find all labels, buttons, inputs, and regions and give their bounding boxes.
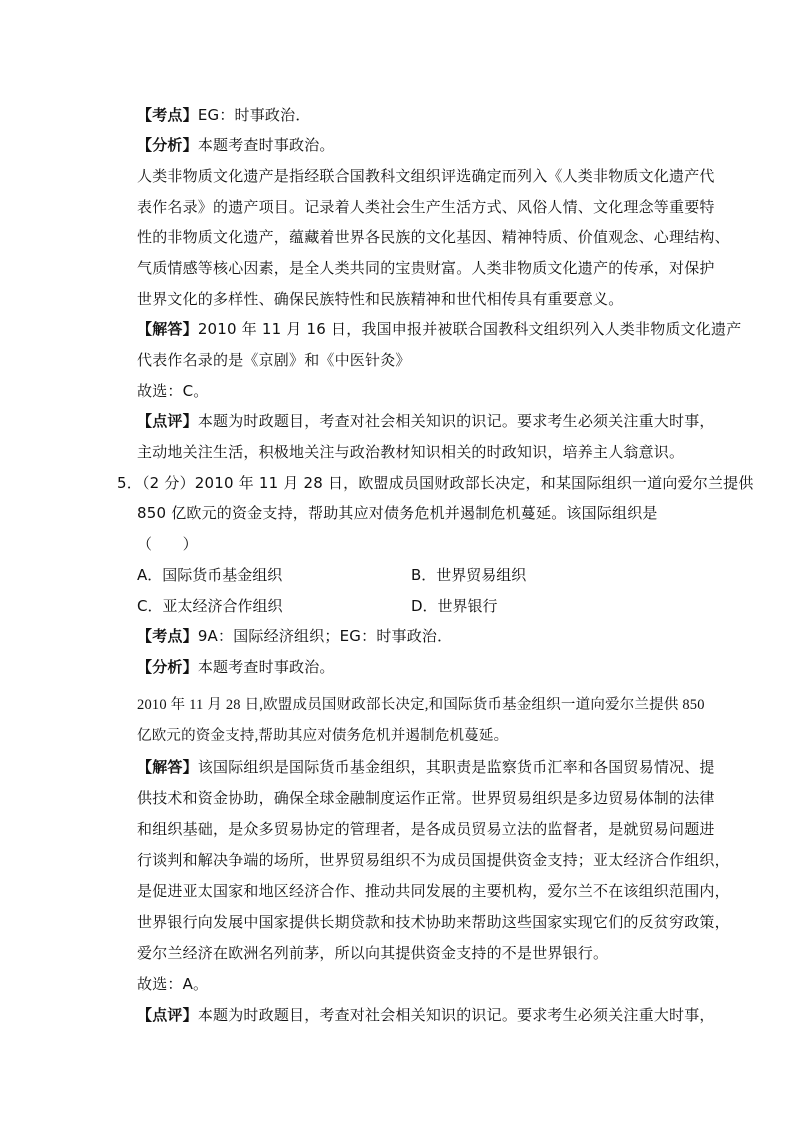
jieda-line: 供技术和资金协助，确保全球金融制度运作正常。世界贸易组织是多边贸易体制的法律: [137, 789, 715, 807]
fenxi-tag: 【分析】: [137, 658, 198, 676]
question-stem-line: [117, 472, 754, 494]
fenxi-tag: 【分析】: [137, 136, 198, 154]
option-b: B．世界贸易组织: [411, 566, 527, 584]
kaodian-tag: 【考点】: [137, 106, 198, 124]
jieda-line: 代表作名录的是《京剧》和《中医针灸》: [137, 351, 411, 369]
fenxi-text: 本题考查时事政治。: [197, 136, 335, 154]
dianping-tag: 【点评】: [137, 1006, 198, 1024]
kaodian-text: EG：时事政治．: [197, 106, 311, 124]
fenxi-line: [137, 656, 335, 678]
jieda-text: 该国际组织是国际货币基金组织，其职责是监察货币汇率和各国贸易情况、提: [197, 758, 715, 776]
question-stem-line: （ ）: [137, 535, 198, 553]
jieda-line: [137, 318, 741, 340]
dianping-line: [137, 1004, 715, 1026]
question-number: 5．: [117, 474, 142, 492]
analysis-line: 性的非物质文化遗产，蕴藏着世界各民族的文化基因、精神特质、价值观念、心理结构、: [137, 228, 730, 246]
fenxi-text: 本题考查时事政治。: [197, 658, 335, 676]
dianping-line: [137, 410, 715, 432]
analysis-line: 表作名录》的遗产项目。记录着人类社会生产生活方式、风俗人情、文化理念等重要特: [137, 198, 715, 216]
analysis-line: 人类非物质文化遗产是指经联合国教科文组织评选确定而列入《人类非物质文化遗产代: [137, 167, 715, 185]
jieda-line: 世界银行向发展中国家提供长期贷款和技术协助来帮助这些国家实现它们的反贫穷政策，: [137, 913, 730, 931]
option-a: A．国际货币基金组织: [137, 566, 283, 584]
answer-line: 故选：A。: [137, 975, 209, 993]
jieda-line: 和组织基础，是众多贸易协定的管理者，是各成员贸易立法的监督者，是就贸易问题进: [137, 820, 715, 838]
dianping-tag: 【点评】: [137, 412, 198, 430]
jieda-line: 行谈判和解决争端的场所，世界贸易组织不为成员国提供资金支持；亚太经济合作组织，: [137, 851, 730, 869]
option-d: D．世界银行: [411, 597, 498, 615]
kaodian-tag: 【考点】: [137, 627, 198, 645]
analysis-line: 2010 年 11 月 28 日,欧盟成员国财政部长决定,和国际货币基金组织一道向爱尔兰提供 850: [137, 697, 705, 713]
kaodian-text: 9A：国际经济组织；EG：时事政治．: [197, 627, 453, 645]
question-stem-text: （2 分）2010 年 11 月 28 日，欧盟成员国财政部长决定，和某国际组织一道向爱尔兰提供: [141, 474, 754, 492]
option-c: C．亚太经济合作组织: [137, 597, 283, 615]
jieda-line: 是促进亚太国家和地区经济合作、推动共同发展的主要机构，爱尔兰不在该组织范围内，: [137, 882, 730, 900]
answer-line: 故选：C。: [137, 382, 209, 400]
jieda-text: 2010 年 11 月 16 日，我国申报并被联合国教科文组织列入人类非物质文化遗产: [197, 320, 742, 338]
fenxi-line: [137, 134, 335, 156]
kaodian-line: [137, 625, 452, 647]
analysis-line: 亿欧元的资金支持,帮助其应对债务危机并遏制危机蔓延。: [137, 728, 509, 744]
question-stem-line: 850 亿欧元的资金支持，帮助其应对债务危机并遏制危机蔓延。该国际组织是: [137, 504, 658, 522]
dianping-line: 主动地关注生活，积极地关注与政治教材知识相关的时政知识，培养主人翁意识。: [137, 443, 685, 461]
jieda-tag: 【解答】: [137, 320, 198, 338]
kaodian-line: [137, 104, 311, 126]
dianping-text: 本题为时政题目，考查对社会相关知识的识记。要求考生必须关注重大时事，: [197, 412, 715, 430]
jieda-line: 爱尔兰经济在欧洲名列前茅，所以向其提供资金支持的不是世界银行。: [137, 944, 609, 962]
jieda-line: [137, 756, 715, 778]
analysis-line: 世界文化的多样性、确保民族特性和民族精神和世代相传具有重要意义。: [137, 290, 624, 308]
dianping-text: 本题为时政题目，考查对社会相关知识的识记。要求考生必须关注重大时事，: [197, 1006, 715, 1024]
jieda-tag: 【解答】: [137, 758, 198, 776]
analysis-line: 气质情感等核心因素，是全人类共同的宝贵财富。人类非物质文化遗产的传承，对保护: [137, 259, 715, 277]
